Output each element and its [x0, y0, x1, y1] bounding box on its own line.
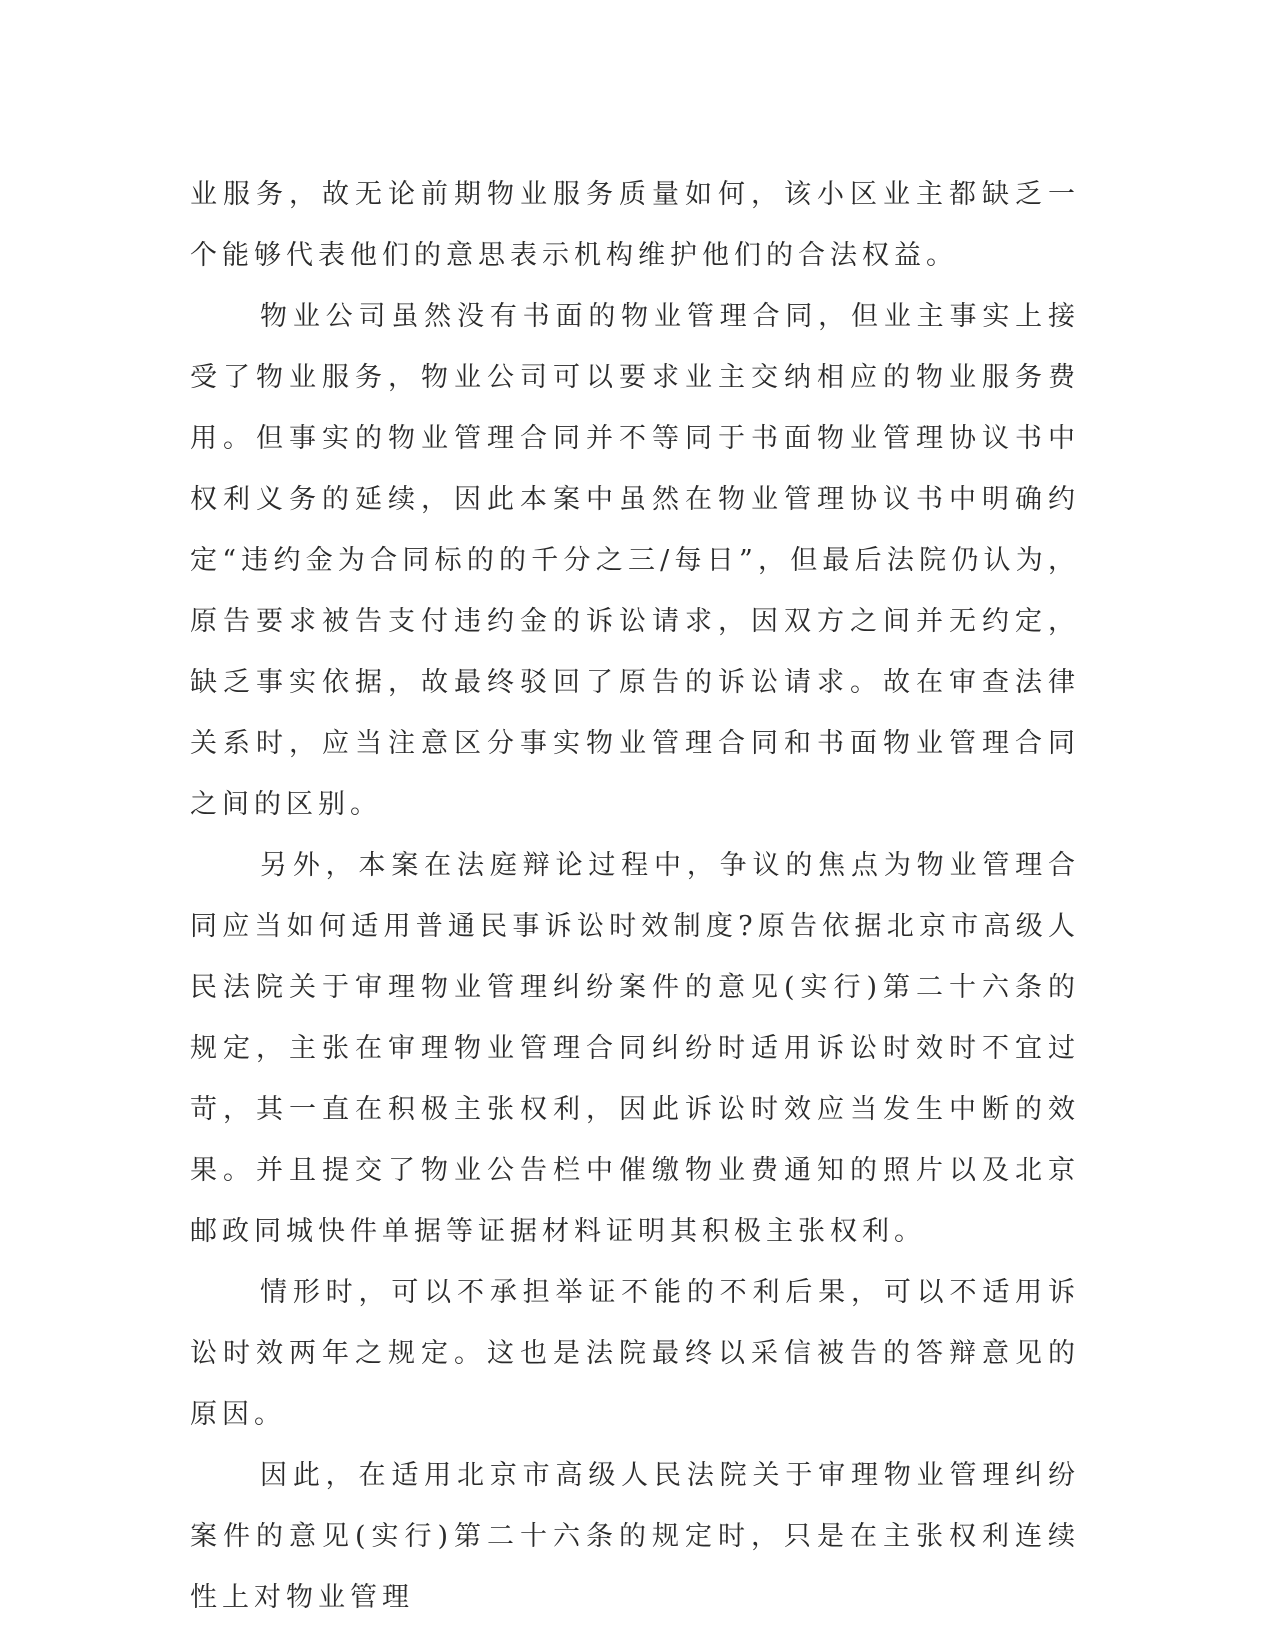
body-text: [190, 164, 1080, 1628]
paragraph-3: 另外，本案在法庭辩论过程中，争议的焦点为物业管理合同应当如何适用普通民事诉讼时效制度?原告依据北京市高级人民法院关于审理物业管理纠纷案件的意见(实行)第二十六条的规定，主张在审理物业管理合同纠纷时适用诉讼时效时不宜过苛，其一直在积极主张权利，因此诉讼时效应当发生中断的效果。并且提交了物业公告栏中催缴物业费通知的照片以及北京邮政同城快件单据等证据材料证明其积极主张权利。: [190, 850, 1080, 1247]
paragraph-5: 因此，在适用北京市高级人民法院关于审理物业管理纠纷案件的意见(实行)第二十六条的规定时，只是在主张权利连续性上对物业管理: [190, 1460, 1080, 1613]
paragraph-2: 物业公司虽然没有书面的物业管理合同，但业主事实上接受了物业服务，物业公司可以要求业主交纳相应的物业服务费用。但事实的物业管理合同并不等同于书面物业管理协议书中权利义务的延续，因此本案中虽然在物业管理协议书中明确约定“违约金为合同标的的千分之三/每日”，但最后法院仍认为，原告要求被告支付违约金的诉讼请求，因双方之间并无约定，缺乏事实依据，故最终驳回了原告的诉讼请求。故在审查法律关系时，应当注意区分事实物业管理合同和书面物业管理合同之间的区别。: [190, 301, 1080, 820]
paragraph-1: 业服务，故无论前期物业服务质量如何，该小区业主都缺乏一个能够代表他们的意思表示机构维护他们的合法权益。: [190, 179, 1080, 271]
paragraph-4: 情形时，可以不承担举证不能的不利后果，可以不适用诉讼时效两年之规定。这也是法院最终以采信被告的答辩意见的原因。: [190, 1277, 1080, 1430]
